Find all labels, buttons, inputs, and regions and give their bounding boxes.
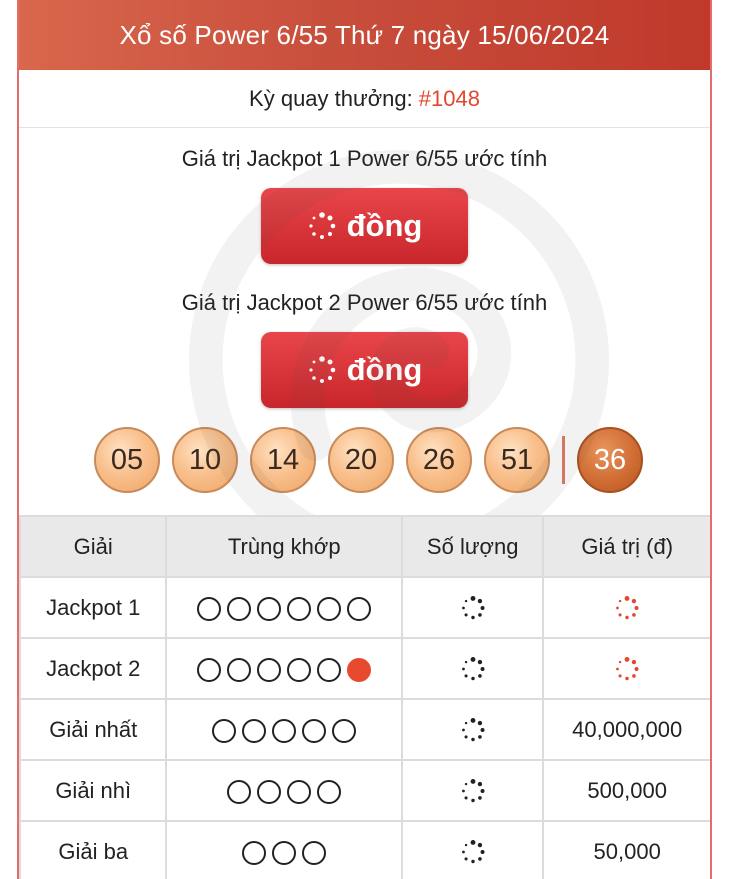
col-header-prize: Giải [20,516,166,577]
match-circle-icon [347,597,371,621]
match-circle-icon [287,597,311,621]
number-ball: 14 [250,427,316,493]
jackpot2-value-button [261,332,468,408]
match-circle-icon [302,841,326,865]
loading-spinner-icon [307,211,337,241]
prize-name: Jackpot 2 [20,638,166,699]
match-circle-icon [257,780,281,804]
match-circle-icon [197,597,221,621]
results-panel [17,0,712,879]
table-row [20,577,711,638]
draw-label: Kỳ quay thưởng: [249,85,413,111]
winner-count-loading [402,821,543,879]
match-circle-icon [257,658,281,682]
loading-spinner-icon [460,716,486,741]
match-circle-icon [257,597,281,621]
loading-spinner-icon [460,655,486,680]
match-circle-icon [227,658,251,682]
draw-info [19,70,710,128]
match-pattern [166,699,402,760]
match-circle-icon [302,719,326,743]
match-circle-icon [242,719,266,743]
prize-value: 500,000 [543,760,711,821]
loading-spinner-icon [460,594,486,619]
prize-table [19,515,712,879]
winner-count-loading [402,760,543,821]
match-pattern [166,638,402,699]
match-circle-icon [317,658,341,682]
power-ball: 36 [577,427,643,493]
loading-spinner-icon [614,655,640,680]
prize-name: Giải nhì [20,760,166,821]
prize-name: Giải nhất [20,699,166,760]
match-circle-icon [287,780,311,804]
jackpot1-label: Giá trị Jackpot 1 Power 6/55 ước tính [181,146,548,171]
prize-value: 50,000 [543,821,711,879]
match-pattern [166,760,402,821]
number-ball: 05 [94,427,160,493]
match-circle-icon [272,719,296,743]
match-circle-icon [197,658,221,682]
match-pattern [166,577,402,638]
table-row [20,699,711,760]
number-ball: 10 [172,427,238,493]
draw-number-link[interactable]: #1048 [418,85,480,111]
prize-name: Giải ba [20,821,166,879]
match-pattern [166,821,402,879]
match-circle-icon [272,841,296,865]
loading-spinner-icon [614,594,640,619]
table-row [20,760,711,821]
jackpot2-unit: đồng [346,352,423,387]
match-circle-icon [212,719,236,743]
match-circle-icon [242,841,266,865]
jackpot1-value-button [261,188,468,264]
number-ball: 26 [406,427,472,493]
winning-numbers [19,426,710,494]
jackpot2-label: Giá trị Jackpot 2 Power 6/55 ước tính [181,290,548,315]
col-header-match: Trùng khớp [166,516,402,577]
loading-spinner-icon [307,355,337,385]
number-ball: 51 [484,427,550,493]
prize-value: 40,000,000 [543,699,711,760]
table-row [20,821,711,879]
match-circle-icon [317,597,341,621]
table-row [20,638,711,699]
prize-name: Jackpot 1 [20,577,166,638]
winner-count-loading [402,699,543,760]
match-circle-icon [227,597,251,621]
power-match-circle-icon [347,658,371,682]
match-circle-icon [287,658,311,682]
winner-count-loading [402,638,543,699]
jackpot1-unit: đồng [346,208,423,243]
prize-value-loading [543,638,711,699]
col-header-value: Giá trị (đ) [543,516,711,577]
match-circle-icon [332,719,356,743]
loading-spinner-icon [460,777,486,802]
prize-value-loading [543,577,711,638]
page-title: Xổ số Power 6/55 Thứ 7 ngày 15/06/2024 [19,0,710,70]
match-circle-icon [317,780,341,804]
loading-spinner-icon [460,838,486,863]
table-header-row [20,516,711,577]
col-header-count: Số lượng [402,516,543,577]
winner-count-loading [402,577,543,638]
power-separator [562,436,565,484]
number-ball: 20 [328,427,394,493]
match-circle-icon [227,780,251,804]
